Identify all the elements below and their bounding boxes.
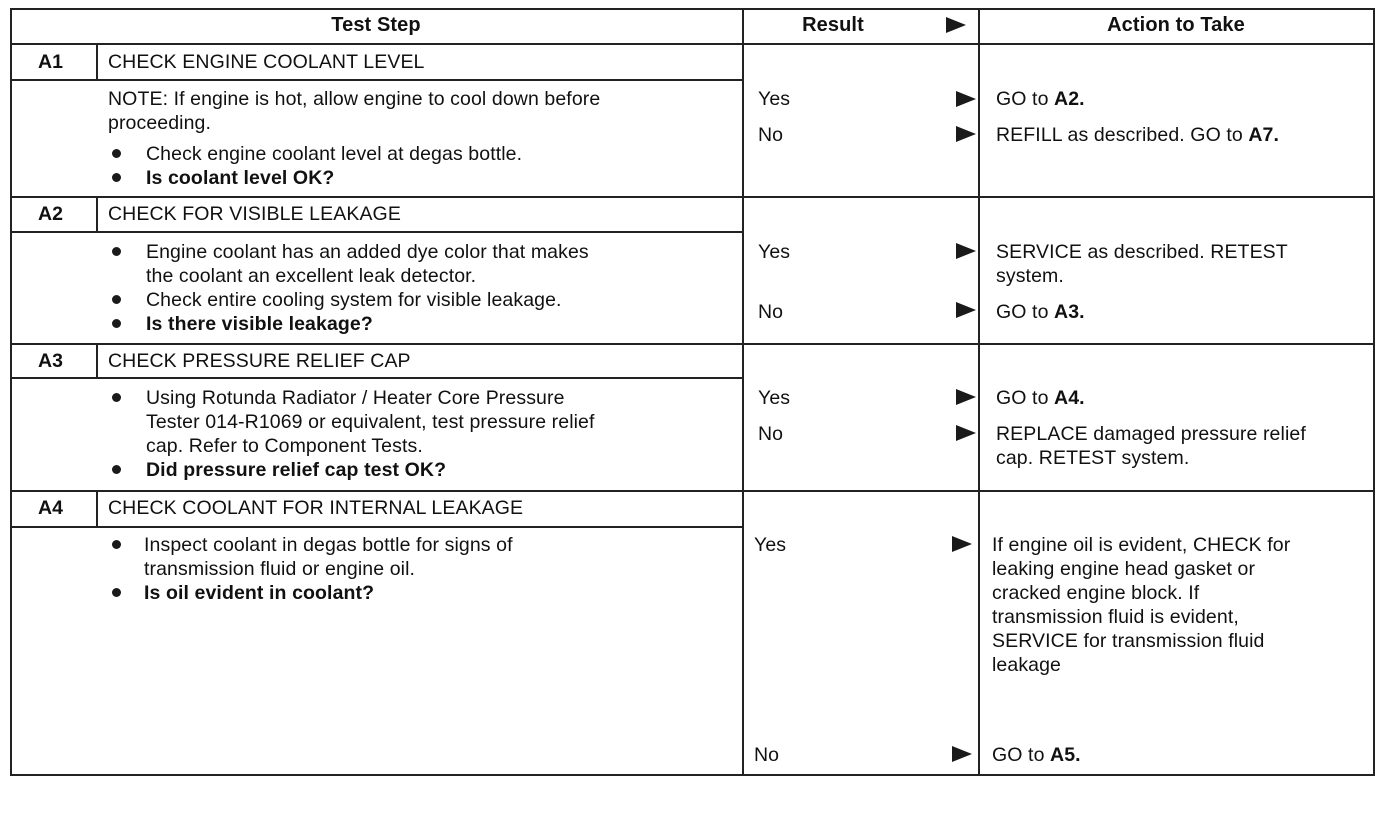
table-border-right — [1373, 8, 1375, 775]
step-title: CHECK COOLANT FOR INTERNAL LEAKAGE — [108, 497, 524, 519]
header-test-step: Test Step — [331, 14, 421, 36]
action-text: SERVICE as described. RETEST — [996, 241, 1288, 263]
step-instruction: Using Rotunda Radiator / Heater Core Pressure — [146, 387, 565, 409]
step-instruction: Inspect coolant in degas bottle for signs of — [144, 534, 513, 556]
result-yes: Yes — [758, 88, 791, 110]
a4-id-divider — [96, 490, 98, 527]
bullet-icon — [112, 247, 121, 256]
step-question: Is oil evident in coolant? — [144, 582, 375, 604]
arrow-icon — [952, 536, 972, 552]
arrow-icon — [956, 389, 976, 405]
step-instruction: Engine coolant has an added dye color that makes — [146, 241, 589, 263]
arrow-icon — [956, 425, 976, 441]
bullet-icon — [112, 295, 121, 304]
step-instruction: Tester 014-R1069 or equivalent, test pressure relief — [146, 411, 595, 433]
action-text: REFILL as described. GO to A7. — [996, 124, 1279, 146]
step-id: A3 — [38, 350, 64, 372]
step-title: CHECK ENGINE COOLANT LEVEL — [108, 51, 425, 73]
result-no: No — [758, 301, 784, 323]
action-text: GO to A2. — [996, 88, 1085, 110]
result-no: No — [754, 744, 780, 766]
action-text: REPLACE damaged pressure relief — [996, 423, 1306, 445]
action-text: cracked engine block. If — [992, 582, 1200, 604]
step-id: A2 — [38, 203, 64, 225]
action-text: system. — [996, 265, 1064, 287]
action-text: If engine oil is evident, CHECK for — [992, 534, 1291, 556]
step-id: A4 — [38, 497, 64, 519]
bullet-icon — [112, 588, 121, 597]
action-text: GO to A3. — [996, 301, 1085, 323]
result-no: No — [758, 423, 784, 445]
result-yes: Yes — [758, 387, 791, 409]
result-no: No — [758, 124, 784, 146]
step-title: CHECK PRESSURE RELIEF CAP — [108, 350, 411, 372]
step-instruction: Check entire cooling system for visible leakage. — [146, 289, 562, 311]
header-result: Result — [802, 14, 864, 36]
header-arrow-icon — [946, 17, 966, 33]
arrow-icon — [956, 91, 976, 107]
action-text: cap. RETEST system. — [996, 447, 1190, 469]
bullet-icon — [112, 319, 121, 328]
result-yes: Yes — [758, 241, 791, 263]
arrow-icon — [956, 302, 976, 318]
step-question: Is coolant level OK? — [146, 167, 335, 189]
a1-id-divider — [96, 43, 98, 80]
a1-title-divider — [10, 79, 743, 81]
table-border-left — [10, 8, 12, 775]
arrow-icon — [956, 126, 976, 142]
header-action: Action to Take — [1107, 14, 1245, 36]
action-text: SERVICE for transmission fluid — [992, 630, 1265, 652]
bullet-icon — [112, 465, 121, 474]
row-divider-a3 — [10, 343, 1375, 345]
a3-id-divider — [96, 343, 98, 378]
action-text: GO to A5. — [992, 744, 1081, 766]
a3-title-divider — [10, 377, 743, 379]
action-text: GO to A4. — [996, 387, 1085, 409]
step-instruction: transmission fluid or engine oil. — [144, 558, 416, 580]
column-divider-action — [978, 8, 980, 775]
arrow-icon — [952, 746, 972, 762]
step-instruction: Check engine coolant level at degas bottle. — [146, 143, 523, 165]
result-yes: Yes — [754, 534, 787, 556]
step-title: CHECK FOR VISIBLE LEAKAGE — [108, 203, 401, 225]
diagnostic-table — [10, 8, 1375, 775]
action-text: leakage — [992, 654, 1062, 676]
step-note: proceeding. — [108, 112, 212, 134]
table-border-top — [10, 8, 1375, 10]
arrow-icon — [956, 243, 976, 259]
action-text: transmission fluid is evident, — [992, 606, 1239, 628]
a4-title-divider — [10, 526, 743, 528]
bullet-icon — [112, 540, 121, 549]
a2-id-divider — [96, 196, 98, 232]
step-instruction: cap. Refer to Component Tests. — [146, 435, 423, 457]
row-divider-a4 — [10, 490, 1375, 492]
table-border-bottom — [10, 774, 1375, 776]
step-note: NOTE: If engine is hot, allow engine to cool down before — [108, 88, 601, 110]
action-text: leaking engine head gasket or — [992, 558, 1256, 580]
bullet-icon — [112, 393, 121, 402]
column-divider-result — [742, 8, 744, 775]
step-instruction: the coolant an excellent leak detector. — [146, 265, 477, 287]
bullet-icon — [112, 173, 121, 182]
row-divider-a2 — [10, 196, 1375, 198]
step-question: Did pressure relief cap test OK? — [146, 459, 447, 481]
bullet-icon — [112, 149, 121, 158]
header-divider — [10, 43, 1375, 45]
step-id: A1 — [38, 51, 64, 73]
a2-title-divider — [10, 231, 743, 233]
step-question: Is there visible leakage? — [146, 313, 373, 335]
